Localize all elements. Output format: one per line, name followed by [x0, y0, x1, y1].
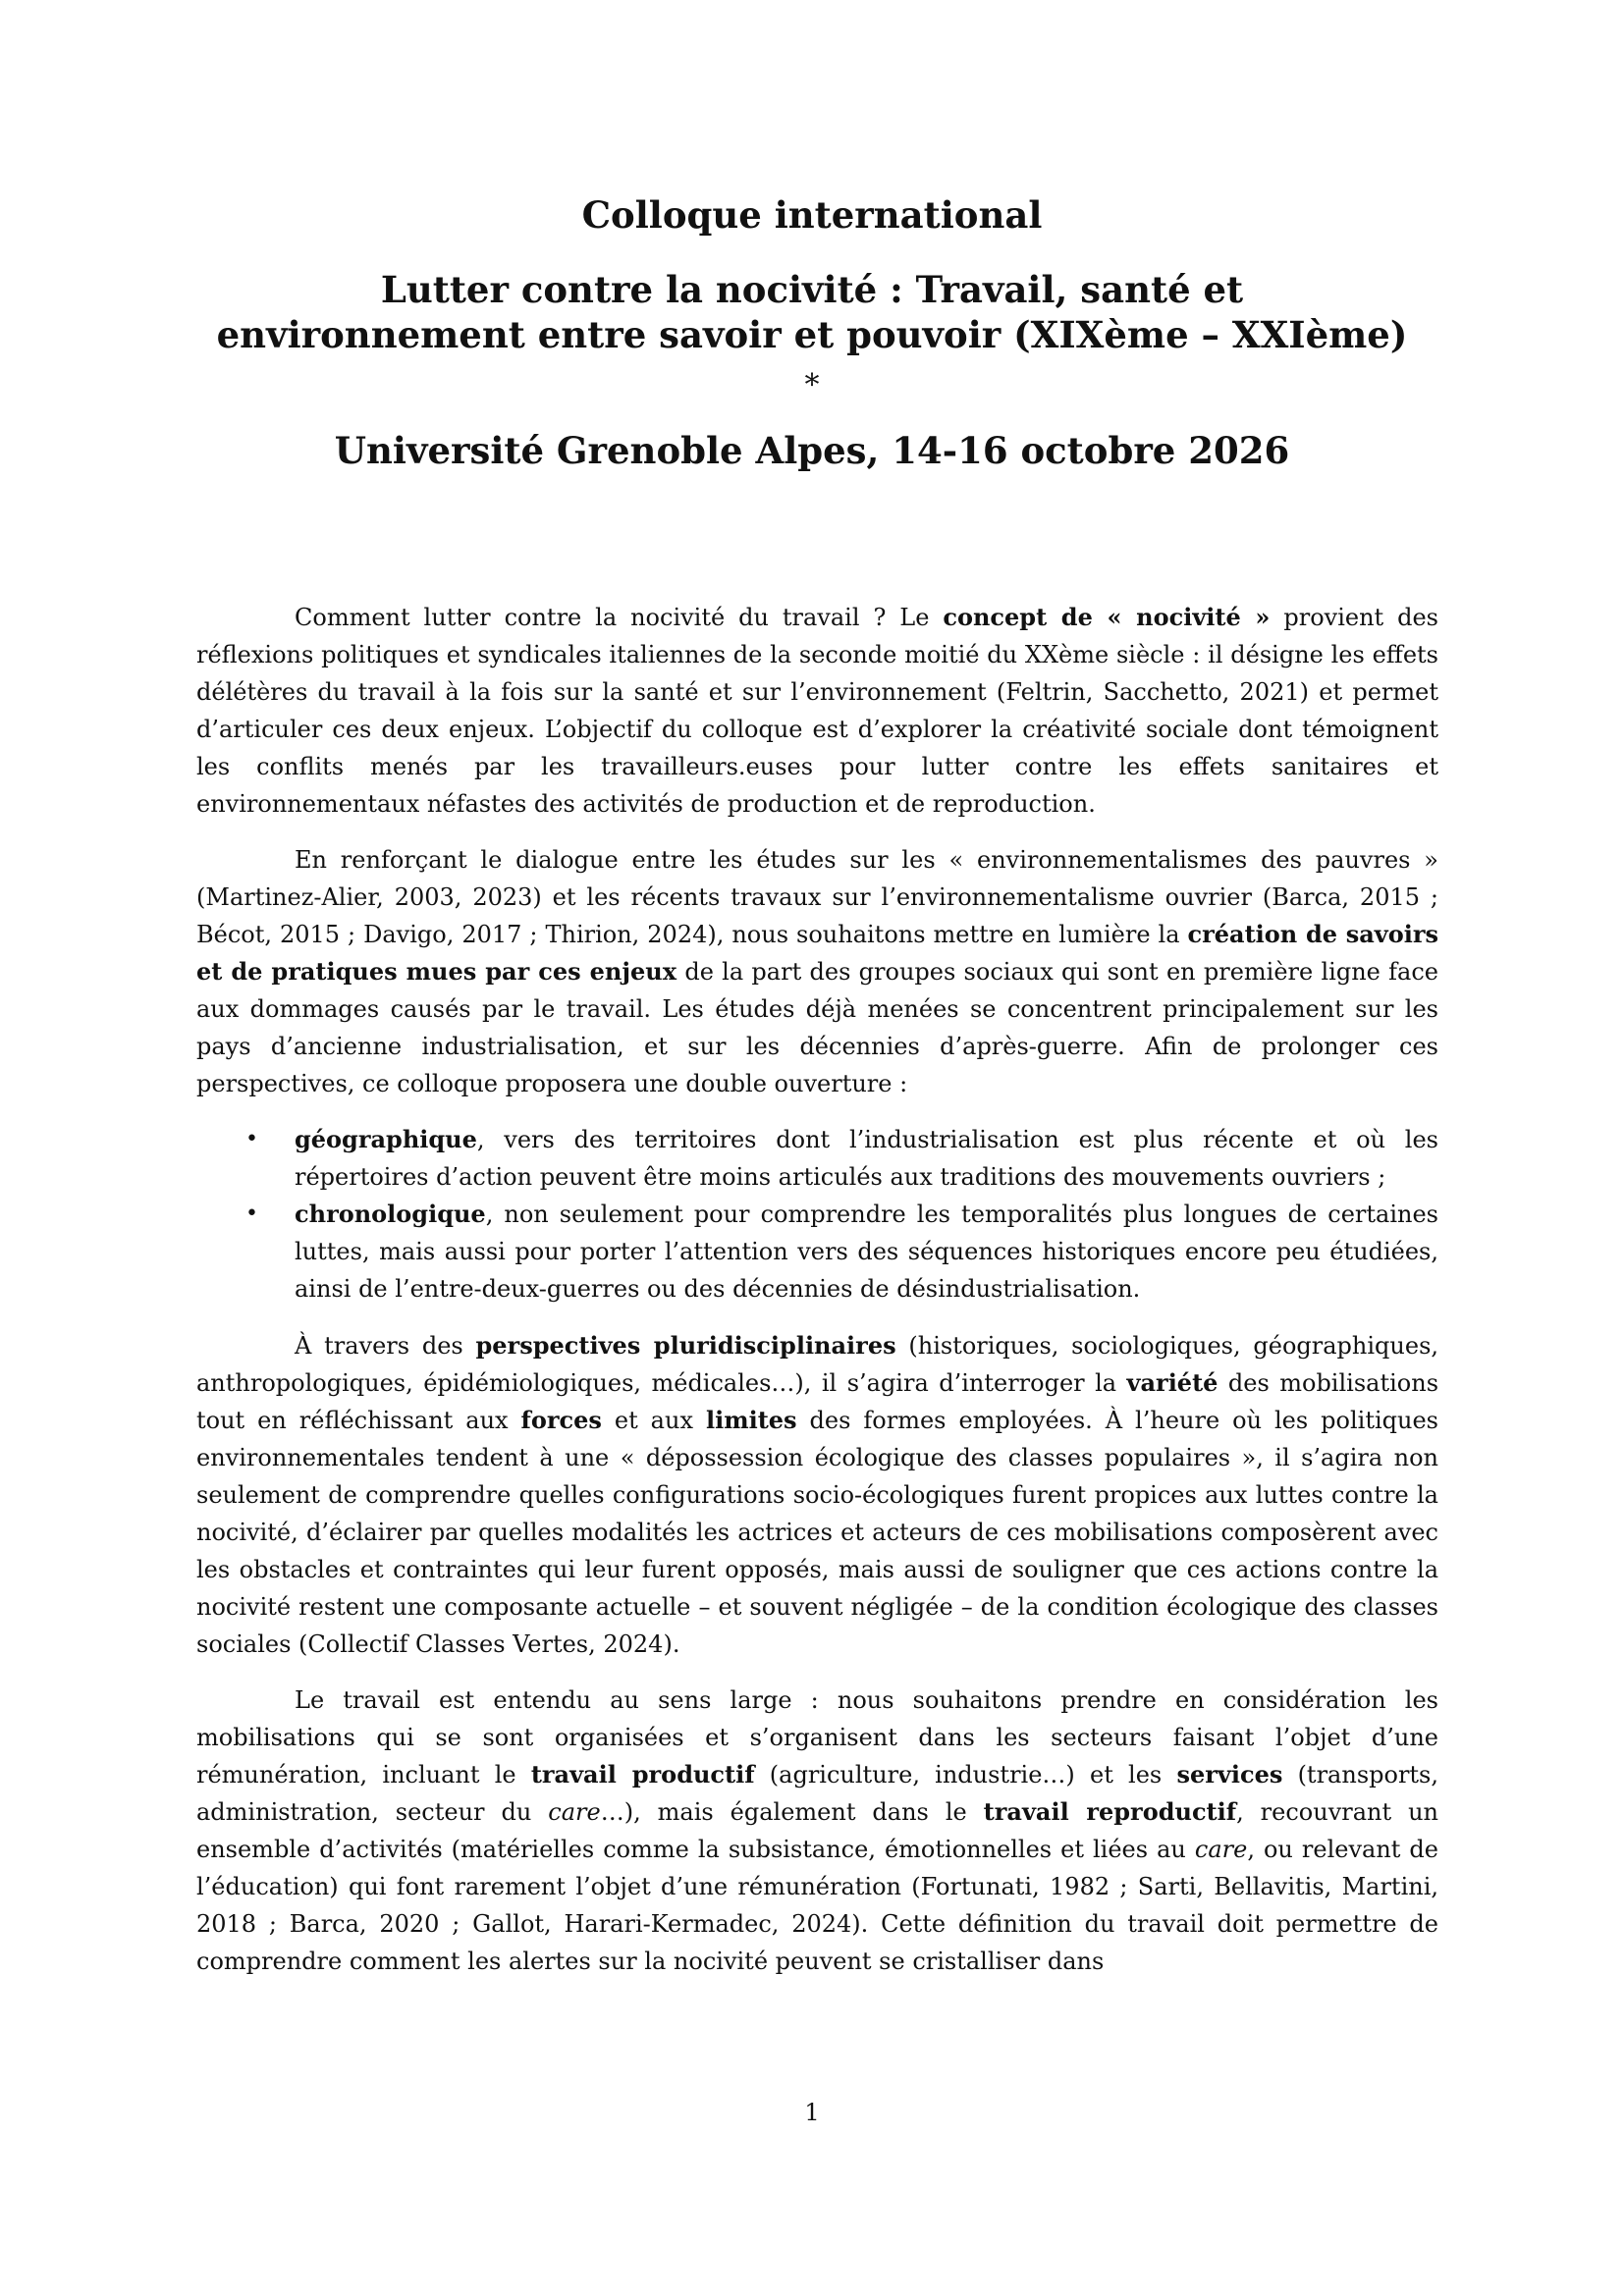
text-run: (historiques, sociologiques, géographiques, anthropologiques, épidémiologiques, médicales…), il s’agira d’interroger la	[196, 1332, 1439, 1397]
bold-run: variété	[1126, 1368, 1218, 1397]
list-item	[245, 1121, 1438, 1196]
text-run: , ou relevant de l’éducation) qui font rarement l’objet d’une rémunération (Fortunati, 1982 ; Sarti, Bellavitis, Martini, 2018 ; Barca, 2020 ; Gallot, Harari-Kermadec, 2024). Cette définition du travail doit permettre de comprendre comment les alertes sur la nocivité peuvent se cristalliser dans	[196, 1836, 1439, 1975]
italic-run: care	[548, 1798, 601, 1826]
bold-run: perspectives pluridisciplinaires	[475, 1331, 896, 1360]
text-run: des mobilisations tout en réfléchissant aux	[196, 1369, 1439, 1434]
text-run: , non seulement pour comprendre les temporalités plus longues de certaines luttes, mais aussi pour porter l’attention vers des séquences historiques encore peu étudiées, ainsi de l’entre-deux-guerres ou des décennies de désindustrialisation.	[295, 1201, 1438, 1303]
bold-run: services	[1176, 1760, 1283, 1789]
bold-run: création de savoirs et de pratiques mues par ces enjeux	[196, 920, 1439, 986]
paragraph-2	[196, 841, 1438, 1102]
text-run: et aux	[601, 1407, 706, 1434]
document-body	[196, 599, 1438, 1999]
bold-run: chronologique	[295, 1200, 486, 1228]
paragraph-4	[196, 1682, 1438, 1980]
event-type-heading: Colloque international	[581, 193, 1043, 237]
opening-list	[196, 1121, 1438, 1308]
text-run: , recouvrant un ensemble d’activités (matérielles comme la subsistance, émotionnelles et liées au	[196, 1798, 1439, 1863]
text-run: (agriculture, industrie…) et les	[754, 1761, 1177, 1789]
bold-run: géographique	[295, 1125, 477, 1153]
text-run: de la part des groupes sociaux qui sont en première ligne face aux dommages causés par le travail. Les études déjà menées se concentrent principalement sur les pays d’ancienne industrialisation, et sur les décennies d’après-guerre. Afin de prolonger ces perspectives, ce colloque proposera une double ouverture :	[196, 958, 1438, 1097]
paragraph-3	[196, 1327, 1438, 1663]
bold-run: travail productif	[530, 1760, 755, 1789]
title-block	[0, 192, 1624, 473]
text-run: provient des réflexions politiques et syndicales italiennes de la seconde moitié du XXème siècle : il désigne les effets délétères du travail à la fois sur la santé et sur l’environnement (Feltrin, Sacchetto, 2021) et permet d’articuler ces deux enjeux. L’objectif du colloque est d’explorer la créativité sociale dont témoignent les conflits menés par les travailleurs.euses pour lutter contre les effets sanitaires et environnementaux néfastes des activités de production et de reproduction.	[196, 604, 1439, 818]
list-item	[245, 1196, 1438, 1308]
text-run: (transports, administration, secteur du	[196, 1761, 1439, 1826]
event-title-line-1: Lutter contre la nocivité : Travail, santé et	[380, 268, 1244, 311]
bold-run: concept de « nocivité »	[943, 603, 1271, 631]
text-run: À travers des	[295, 1332, 476, 1360]
page-number: 1	[804, 2099, 820, 2126]
text-run: …), mais également dans le	[600, 1798, 984, 1826]
text-run: Le travail est entendu au sens large : nous souhaitons prendre en considération les mobilisations qui se sont organisées et s’organisent dans les secteurs faisant l’objet d’une rémunération, incluant le	[196, 1686, 1438, 1789]
event-title-line-2: environnement entre savoir et pouvoir (XIXème – XXIème)	[216, 313, 1408, 356]
bold-run: limites	[705, 1406, 797, 1434]
text-run: En renforçant le dialogue entre les études sur les « environnementalismes des pauvres » (Martinez-Alier, 2003, 2023) et les récents travaux sur l’environnementalisme ouvrier (Barca, 2015 ; Bécot, 2015 ; Davigo, 2017 ; Thirion, 2024), nous souhaitons mettre en lumière la	[196, 846, 1438, 948]
italic-run: care	[1194, 1836, 1248, 1863]
bold-run: forces	[520, 1406, 602, 1434]
paragraph-1	[196, 599, 1438, 823]
text-run: des formes employées. À l’heure où les politiques environnementales tendent à une « dépossession écologique des classes populaires », il s’agira non seulement de comprendre quelles configurations socio-écologiques furent propices aux luttes contre la nocivité, d’éclairer par quelles modalités les actrices et acteurs de ces mobilisations composèrent avec les obstacles et contraintes qui leur furent opposés, mais aussi de souligner que ces actions contre la nocivité restent une composante actuelle – et souvent négligée – de la condition écologique des classes sociales (Collectif Classes Vertes, 2024).	[196, 1407, 1438, 1658]
bullet-icon: •	[245, 1201, 258, 1226]
bullet-icon: •	[245, 1127, 258, 1151]
text-run: Comment lutter contre la nocivité du travail ? Le	[295, 604, 944, 631]
title-separator: *	[804, 368, 820, 402]
text-run: , vers des territoires dont l’industrialisation est plus récente et où les répertoires d’action peuvent être moins articulés aux traditions des mouvements ouvriers ;	[295, 1126, 1438, 1191]
bold-run: travail reproductif	[983, 1797, 1237, 1826]
event-location-date: Université Grenoble Alpes, 14-16 octobre 2026	[334, 429, 1290, 472]
